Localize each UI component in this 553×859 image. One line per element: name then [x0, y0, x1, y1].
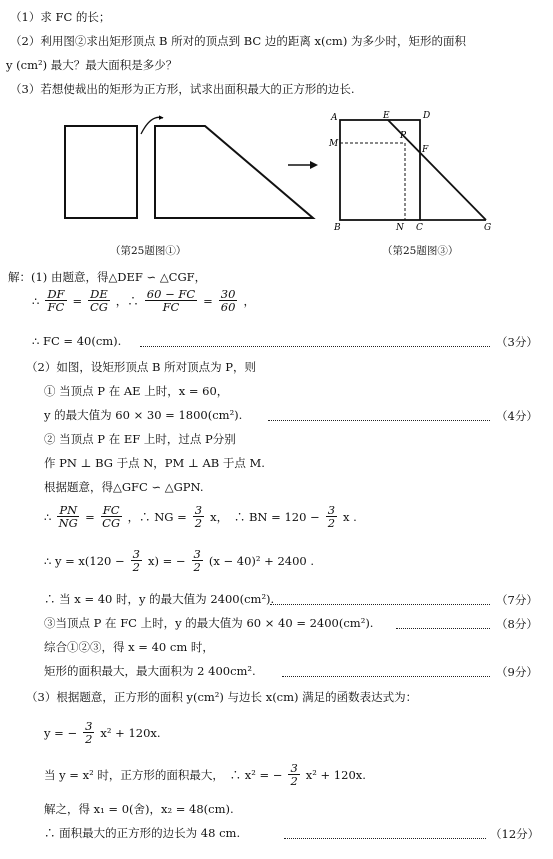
solution-1-result: ∴ FC = 40(cm). — [32, 334, 122, 348]
label-D: D — [423, 111, 431, 121]
solution-2-case1: ① 当顶点 P 在 AE 上时，x = 60， — [44, 384, 229, 398]
fraction-3-2: $\frac{3}{2}$ — [327, 503, 336, 530]
solution-3-final: ∴ 面积最大的正方形的边长为 48 cm. — [44, 826, 241, 840]
fraction-60-fc: $\frac{60 - FC}{FC}$ — [146, 287, 196, 314]
dotted-leader — [270, 604, 490, 605]
fraction-3-2: $\frac{3}{2}$ — [290, 761, 298, 788]
solution-2-case2-b: 作 PN ⊥ BG 于点 N，PM ⊥ AB 于点 M. — [44, 456, 265, 470]
question-3: （3）若想使裁出的矩形为正方形，试求出面积最大的正方形的边长. — [10, 82, 355, 96]
label-P: P — [400, 131, 407, 141]
solution-3-head: （3）根据题意，正方形的面积 y(cm²) 与边长 x(cm) 满足的函数表达式为： — [26, 690, 418, 704]
dotted-leader — [140, 346, 490, 347]
fraction-30-60: $\frac{30}{60}$ — [220, 287, 236, 314]
solution-1-proportion: ∴ $\frac{DF}{FC}$ = $\frac{DE}{CG}$ ，∴ $\frac{60 - FC}{FC}$ = $\frac{30}{60}$ ， — [32, 287, 255, 314]
dotted-leader — [396, 628, 490, 629]
score-12: （12分） — [490, 827, 540, 841]
question-2-line1: （2）利用图②求出矩形顶点 B 所对的顶点到 BC 边的距离 x(cm) 为多少时，矩形的面积 — [10, 34, 466, 48]
solution-2-y-expression: ∴ y = x(120 − $\frac{3}{2}$ x) = − $\frac{3}{2}$ (x − 40)² + 2400 . — [44, 547, 315, 574]
solution-2-case2-c: 根据题意，得△GFC ∽ △GPN. — [44, 480, 204, 494]
svg-text:▸: ▸ — [159, 113, 164, 123]
question-1: （1）求 FC 的长； — [10, 10, 111, 24]
figure-1 — [55, 108, 325, 228]
fraction-3-2: $\frac{3}{2}$ — [193, 547, 201, 574]
solution-3-solve: 解之，得 x₁ = 0(舍)，x₂ = 48(cm). — [44, 802, 234, 816]
arrow-icon — [288, 158, 318, 172]
solution-2-when40: ∴ 当 x = 40 时，y 的最大值为 2400(cm²). — [44, 592, 275, 606]
therefore-symbol: ∴ — [32, 293, 40, 308]
score-3: （3分） — [496, 335, 538, 349]
solution-2-head: （2）如图，设矩形顶点 B 所对顶点为 P，则 — [26, 360, 256, 374]
score-9: （9分） — [496, 665, 538, 679]
score-4: （4分） — [496, 409, 538, 423]
fraction-df-fc: $\frac{DF}{FC}$ — [47, 287, 65, 314]
label-C: C — [416, 223, 423, 233]
fraction-3-2: $\frac{3}{2}$ — [85, 719, 93, 746]
label-E: E — [383, 111, 390, 121]
solution-2-case1-max: y 的最大值为 60 × 30 = 1800(cm²). — [44, 408, 243, 422]
figure-3 — [328, 110, 528, 235]
figure-3-caption: （第25题图③） — [382, 245, 459, 257]
score-7: （7分） — [496, 593, 538, 607]
solution-2-proportion: ∴ $\frac{PN}{NG}$ = $\frac{FC}{CG}$ ，∴ NG = $\frac{3}{2}$ x， ∴ BN = 120 − $\frac{3}{2}$ x . — [44, 503, 357, 530]
solution-1-head: 解：(1) 由题意，得△DEF ∽ △CGF， — [8, 270, 207, 284]
solution-2-case3: ③当顶点 P 在 FC 上时，y 的最大值为 60 × 40 = 2400(cm²). — [44, 616, 374, 630]
label-M: M — [329, 139, 339, 149]
dotted-leader — [284, 838, 486, 839]
label-B: B — [334, 223, 341, 233]
label-N: N — [396, 223, 404, 233]
label-A: A — [331, 113, 338, 123]
dotted-leader — [268, 420, 490, 421]
fraction-pn-ng: $\frac{PN}{NG}$ — [58, 503, 78, 530]
solution-2-case2: ② 当顶点 P 在 EF 上时，过点 P分别 — [44, 432, 236, 446]
fraction-fc-cg: $\frac{FC}{CG}$ — [102, 503, 121, 530]
solution-3-when: 当 y = x² 时，正方形的面积最大， ∴ x² = − $\frac{3}{2}$ x² + 120x. — [44, 761, 366, 788]
label-F: F — [422, 145, 429, 155]
solution-2-summary: 综合①②③，得 x = 40 cm 时， — [44, 640, 214, 654]
dotted-leader — [282, 676, 490, 677]
fraction-de-cg: $\frac{DE}{CG}$ — [89, 287, 108, 314]
solution-2-final: 矩形的面积最大，最大面积为 2 400cm². — [44, 664, 256, 678]
score-8: （8分） — [496, 617, 538, 631]
figure-1-caption: （第25题图①） — [110, 245, 187, 257]
solution-3-equation: y = − $\frac{3}{2}$ x² + 120x. — [44, 719, 161, 746]
fraction-3-2: $\frac{3}{2}$ — [132, 547, 140, 574]
label-G: G — [484, 223, 492, 233]
fraction-3-2: $\frac{3}{2}$ — [194, 503, 203, 530]
question-2-line2: y (cm²) 最大？最大面积是多少？ — [6, 58, 178, 72]
